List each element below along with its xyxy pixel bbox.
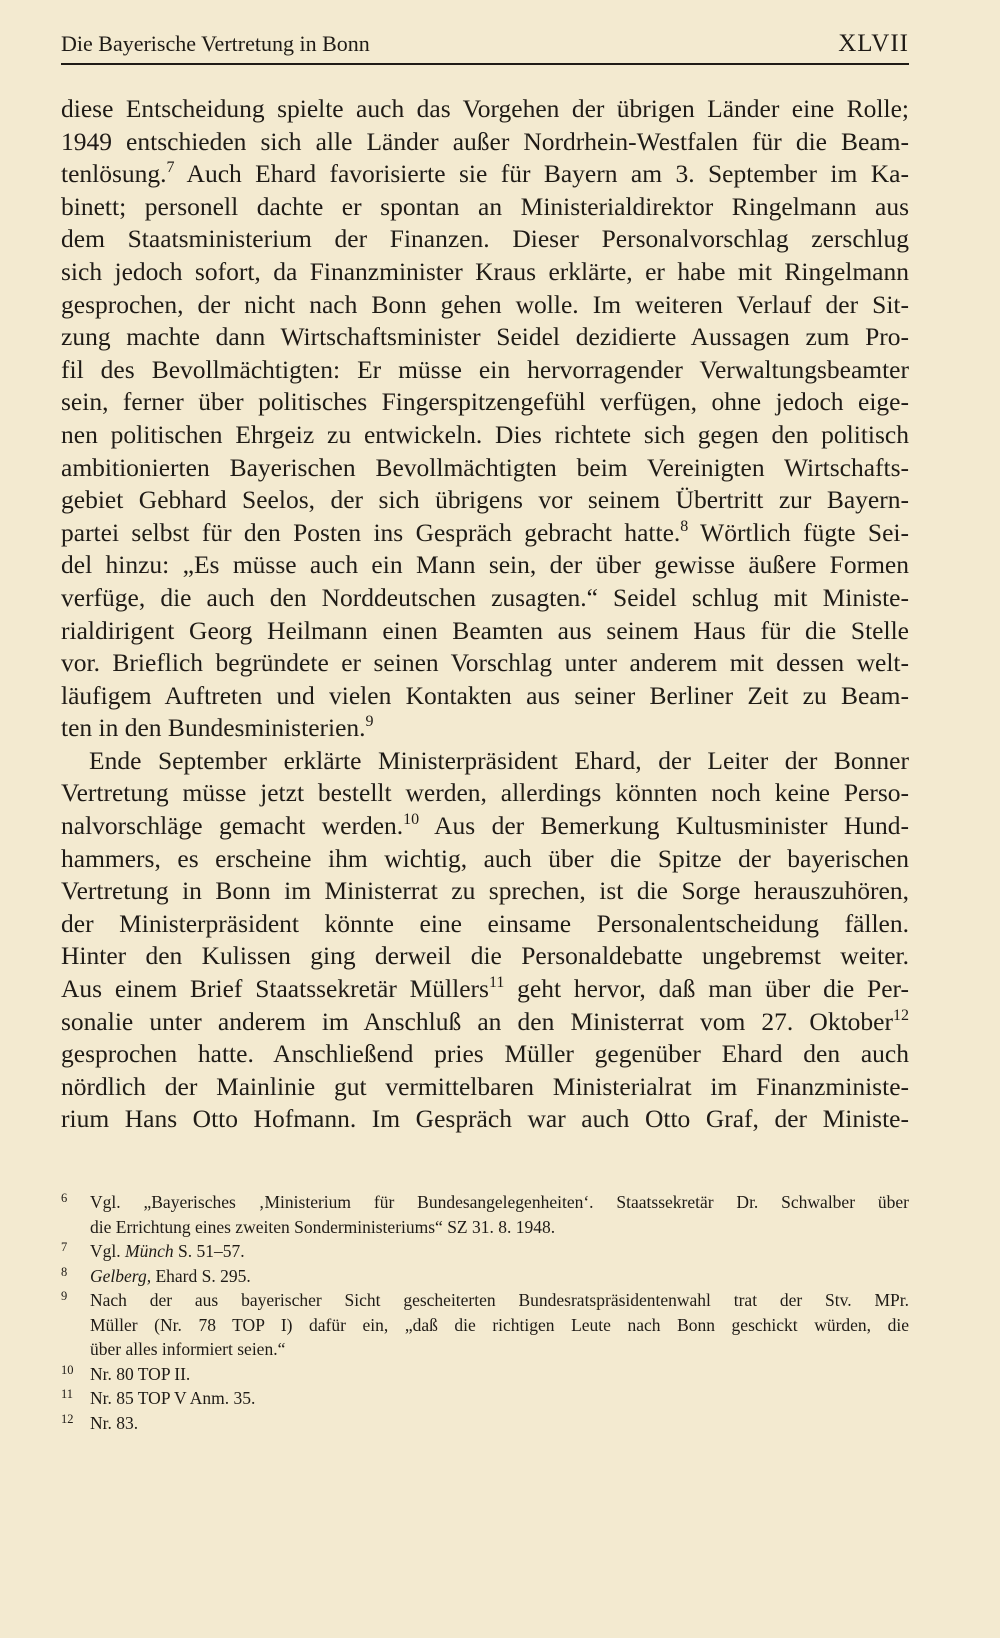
footnote-line: über alles informiert seien.“	[90, 1339, 286, 1359]
text-line: Hinter den Kulissen ging derweil die Personaldebatte ungebremst weiter.	[61, 941, 909, 971]
text-line: gesprochen, der nicht nach Bonn gehen wolle. Im weiteren Verlauf der Sit-	[61, 289, 909, 319]
text-line: diese Entscheidung spielte auch das Vorgehen der übrigen Länder eine Rolle;	[61, 94, 909, 123]
main-text	[61, 93, 909, 1136]
footnote-line: Vgl. „Bayerisches ‚Ministerium für Bundesangelegenheiten‘. Staatssekretär Dr. Schwalber über	[90, 1192, 909, 1212]
text-line: binett; personell dachte er spontan an Ministerialdirektor Ringelmann aus	[61, 191, 909, 221]
footnote-ref: 11	[488, 974, 505, 992]
text-line: gesprochen hatte. Anschließend pries Müller gegenüber Ehard den auch	[61, 1039, 909, 1069]
footnote-number: 12	[61, 1411, 74, 1426]
text-line: vor. Brieflich begründete er seinen Vorschlag unter anderem mit dessen welt-	[61, 648, 909, 678]
footnote: 8 Gelberg, Ehard S. 295.	[61, 1264, 909, 1289]
text-line: gebiet Gebhard Seelos, der sich übrigens vor seinem Übertritt zur Bayern-	[61, 485, 909, 515]
footnote-number: 7	[61, 1240, 68, 1254]
running-head	[61, 30, 909, 58]
footnotes	[61, 1190, 909, 1435]
text-line: sich jedoch sofort, da Finanzminister Kraus erklärte, er habe mit Ringelmann	[61, 256, 909, 286]
footnote-ref: 10	[403, 811, 420, 829]
footnote-number: 9	[61, 1289, 68, 1303]
footnote-number: 8	[61, 1264, 68, 1279]
footnote-number: 11	[61, 1387, 74, 1401]
footnote	[61, 1190, 909, 1239]
text-line: rium Hans Otto Hofmann. Im Gespräch war auch Otto Graf, der Ministe-	[61, 1104, 909, 1134]
text-line: nalvorschläge gemacht werden.$^{10}$ Aus der Bemerkung Kultusminister Hund-	[61, 811, 909, 841]
text-line: fil des Bevollmächtigten: Er müsse ein hervorragender Verwaltungsbeamter	[61, 354, 909, 384]
text-line: nen politischen Ehrgeiz zu entwickeln. Dies richtete sich gegen den politisch	[61, 419, 909, 449]
running-title: Die Bayerische Vertretung in Bonn	[61, 31, 370, 56]
text-line: del hinzu: „Es müsse auch ein Mann sein, der über gewisse äußere Formen	[61, 550, 909, 580]
footnote-text: Nr. 83.	[90, 1412, 139, 1433]
text-line: Vertretung müsse jetzt bestellt werden, allerdings könnten noch keine Perso-	[61, 778, 909, 808]
text-line: tenlösung.$^7$ Auch Ehard favorisierte sie für Bayern am 3. September im Ka-	[61, 159, 909, 189]
footnote	[61, 1411, 909, 1436]
text-line: hammers, es erscheine ihm wichtig, auch über die Spitze der bayerischen	[61, 843, 909, 873]
text-line: dem Staatsministerium der Finanzen. Dieser Personalvorschlag zerschlug	[61, 224, 909, 254]
text-line: sein, ferner über politisches Fingerspitzengefühl verfügen, ohne jedoch eige-	[61, 387, 909, 417]
footnote	[61, 1386, 909, 1411]
text-line: der Ministerpräsident könnte eine einsame Personalentscheidung fällen.	[61, 908, 909, 938]
footnote-line: Müller (Nr. 78 TOP I) dafür ein, „daß die richtigen Leute nach Bonn geschickt würden, die	[90, 1314, 909, 1335]
text-line: nördlich der Mainlinie gut vermittelbaren Ministerialrat im Finanzministe-	[61, 1071, 909, 1101]
footnote-line: Nach der aus bayerischer Sicht gescheiterten Bundesratspräsidentenwahl trat der Stv. MPr.	[90, 1290, 909, 1310]
text-line: läufigem Auftreten und vielen Kontakten aus seiner Berliner Zeit zu Beam-	[61, 680, 909, 710]
footnote	[61, 1362, 909, 1387]
author-name: Gelberg,	[90, 1265, 152, 1286]
text-line: Vertretung in Bonn im Ministerrat zu sprechen, ist die Sorge herauszuhören,	[61, 876, 909, 906]
text-line: sonalie unter anderem im Anschluß an den Ministerrat vom 27. Oktober$^{12}$	[61, 1006, 909, 1036]
footnote-ref: 7	[166, 159, 175, 177]
footnote-text: Nr. 80 TOP II.	[90, 1363, 191, 1384]
text-line: ten in den Bundesministerien.$^9$	[61, 713, 374, 743]
header-rule	[61, 63, 909, 65]
text-line: Ende September erklärte Ministerpräsident Ehard, der Leiter der Bonner	[89, 745, 909, 775]
text-line: verfüge, die auch den Norddeutschen zusagten.“ Seidel schlug mit Ministe-	[61, 582, 909, 612]
footnote-number: 6	[61, 1191, 68, 1205]
footnote-text: Nr. 85 TOP V Anm. 35.	[90, 1388, 256, 1408]
footnote-line: die Errichtung eines zweiten Sonderministeriums“ SZ 31. 8. 1948.	[90, 1216, 556, 1237]
text-line: ambitionierten Bayerischen Bevollmächtigten beim Vereinigten Wirtschafts-	[61, 452, 909, 482]
footnote-ref: 12	[893, 1006, 909, 1024]
page-number: XLVII	[838, 30, 909, 57]
footnote: 7 Vgl. Münch S. 51–57.	[61, 1239, 909, 1264]
footnote	[61, 1288, 909, 1362]
text-line: partei selbst für den Posten ins Gespräch gebracht hatte.$^8$ Wörtlich fügte Sei-	[61, 517, 909, 547]
author-name: Münch	[125, 1241, 174, 1261]
text-line: zung machte dann Wirtschaftsminister Seidel dezidierte Aussagen zum Pro-	[61, 322, 909, 352]
footnote-ref: 9	[365, 713, 374, 731]
footnote-number: 10	[61, 1362, 74, 1377]
text-line: Aus einem Brief Staatssekretär Müllers$^{11}$ geht hervor, daß man über die Per-	[61, 974, 909, 1004]
footnote-ref: 8	[680, 517, 689, 535]
text-line: rialdirigent Georg Heilmann einen Beamten aus seinem Haus für die Stelle	[61, 615, 909, 645]
text-line: 1949 entschieden sich alle Länder außer Nordrhein-Westfalen für die Beam-	[61, 126, 909, 156]
